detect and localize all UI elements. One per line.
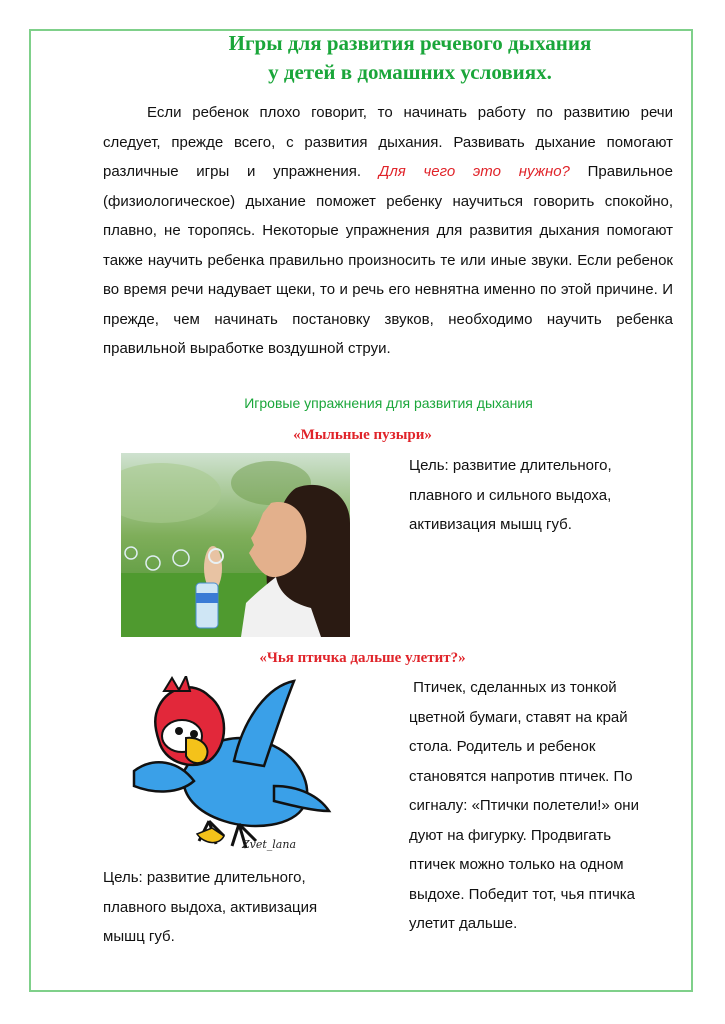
game2-goal [103,863,317,952]
page-title [150,29,670,87]
description-line: птичек можно только на одном [409,856,624,873]
goal-line: плавного выдоха, активизация [103,898,318,916]
game1-title: «Мыльные пузыри» [293,427,432,443]
intro-question: Для чего это нужно? [378,163,570,180]
goal-line: Цель: развитие длительного, [409,457,612,474]
description-line: дуют на фигурку. Продвигать [409,826,612,844]
intro-paragraph [103,98,673,364]
game2-title: «Чья птичка дальше улетит?» [259,650,466,666]
bird-signature: Zvet_lana [242,838,297,851]
description-line: улетит дальше. [409,915,518,932]
description-line: сигналу: «Птички полетели!» они [409,797,639,814]
description-line: Птичек, сделанных из тонкой [409,679,617,696]
game2-description [409,673,639,939]
title-line-2: у детей в домашних условиях. [268,60,552,84]
description-line: становятся напротив птичек. По [409,767,633,785]
game1-goal [409,451,612,540]
bird-illustration [124,676,334,854]
intro-text-2: Правильное (физиологическое) дыхание поможет ребенку научиться говорить спокойно, плавно, не торопясь. Некоторые упражнения для развития дыхания помогают также научить ребенка правильно произносить те или иные звуки. Если ребенок во время речи надувает щеки, то и речь его невнятна именно по этой причине. И прежде, чем начинать постановку звуков, необходимо научить ребенка правильной выработке воздушной струи. [103,163,673,357]
bubbles-photo [121,453,350,637]
description-line: стола. Родитель и ребенок [409,738,596,755]
goal-line: Цель: развитие длительного, [103,869,306,886]
title-line-1: Игры для развития речевого дыхания [228,31,592,55]
goal-line: мышц губ. [103,928,175,945]
goal-line: плавного и сильного выдоха, [409,486,612,504]
section-title: Игровые упражнения для развития дыхания [244,395,533,411]
description-line: цветной бумаги, ставят на край [409,708,628,726]
goal-line: активизация мышц губ. [409,516,572,533]
intro-text-1: Если ребенок плохо говорит, то начинать работу по развитию речи следует, прежде всего, с развития дыхания. Развивать дыхание помогают различные игры и упражнения. [103,104,673,180]
description-line: выдохе. Победит тот, чья птичка [409,885,636,903]
